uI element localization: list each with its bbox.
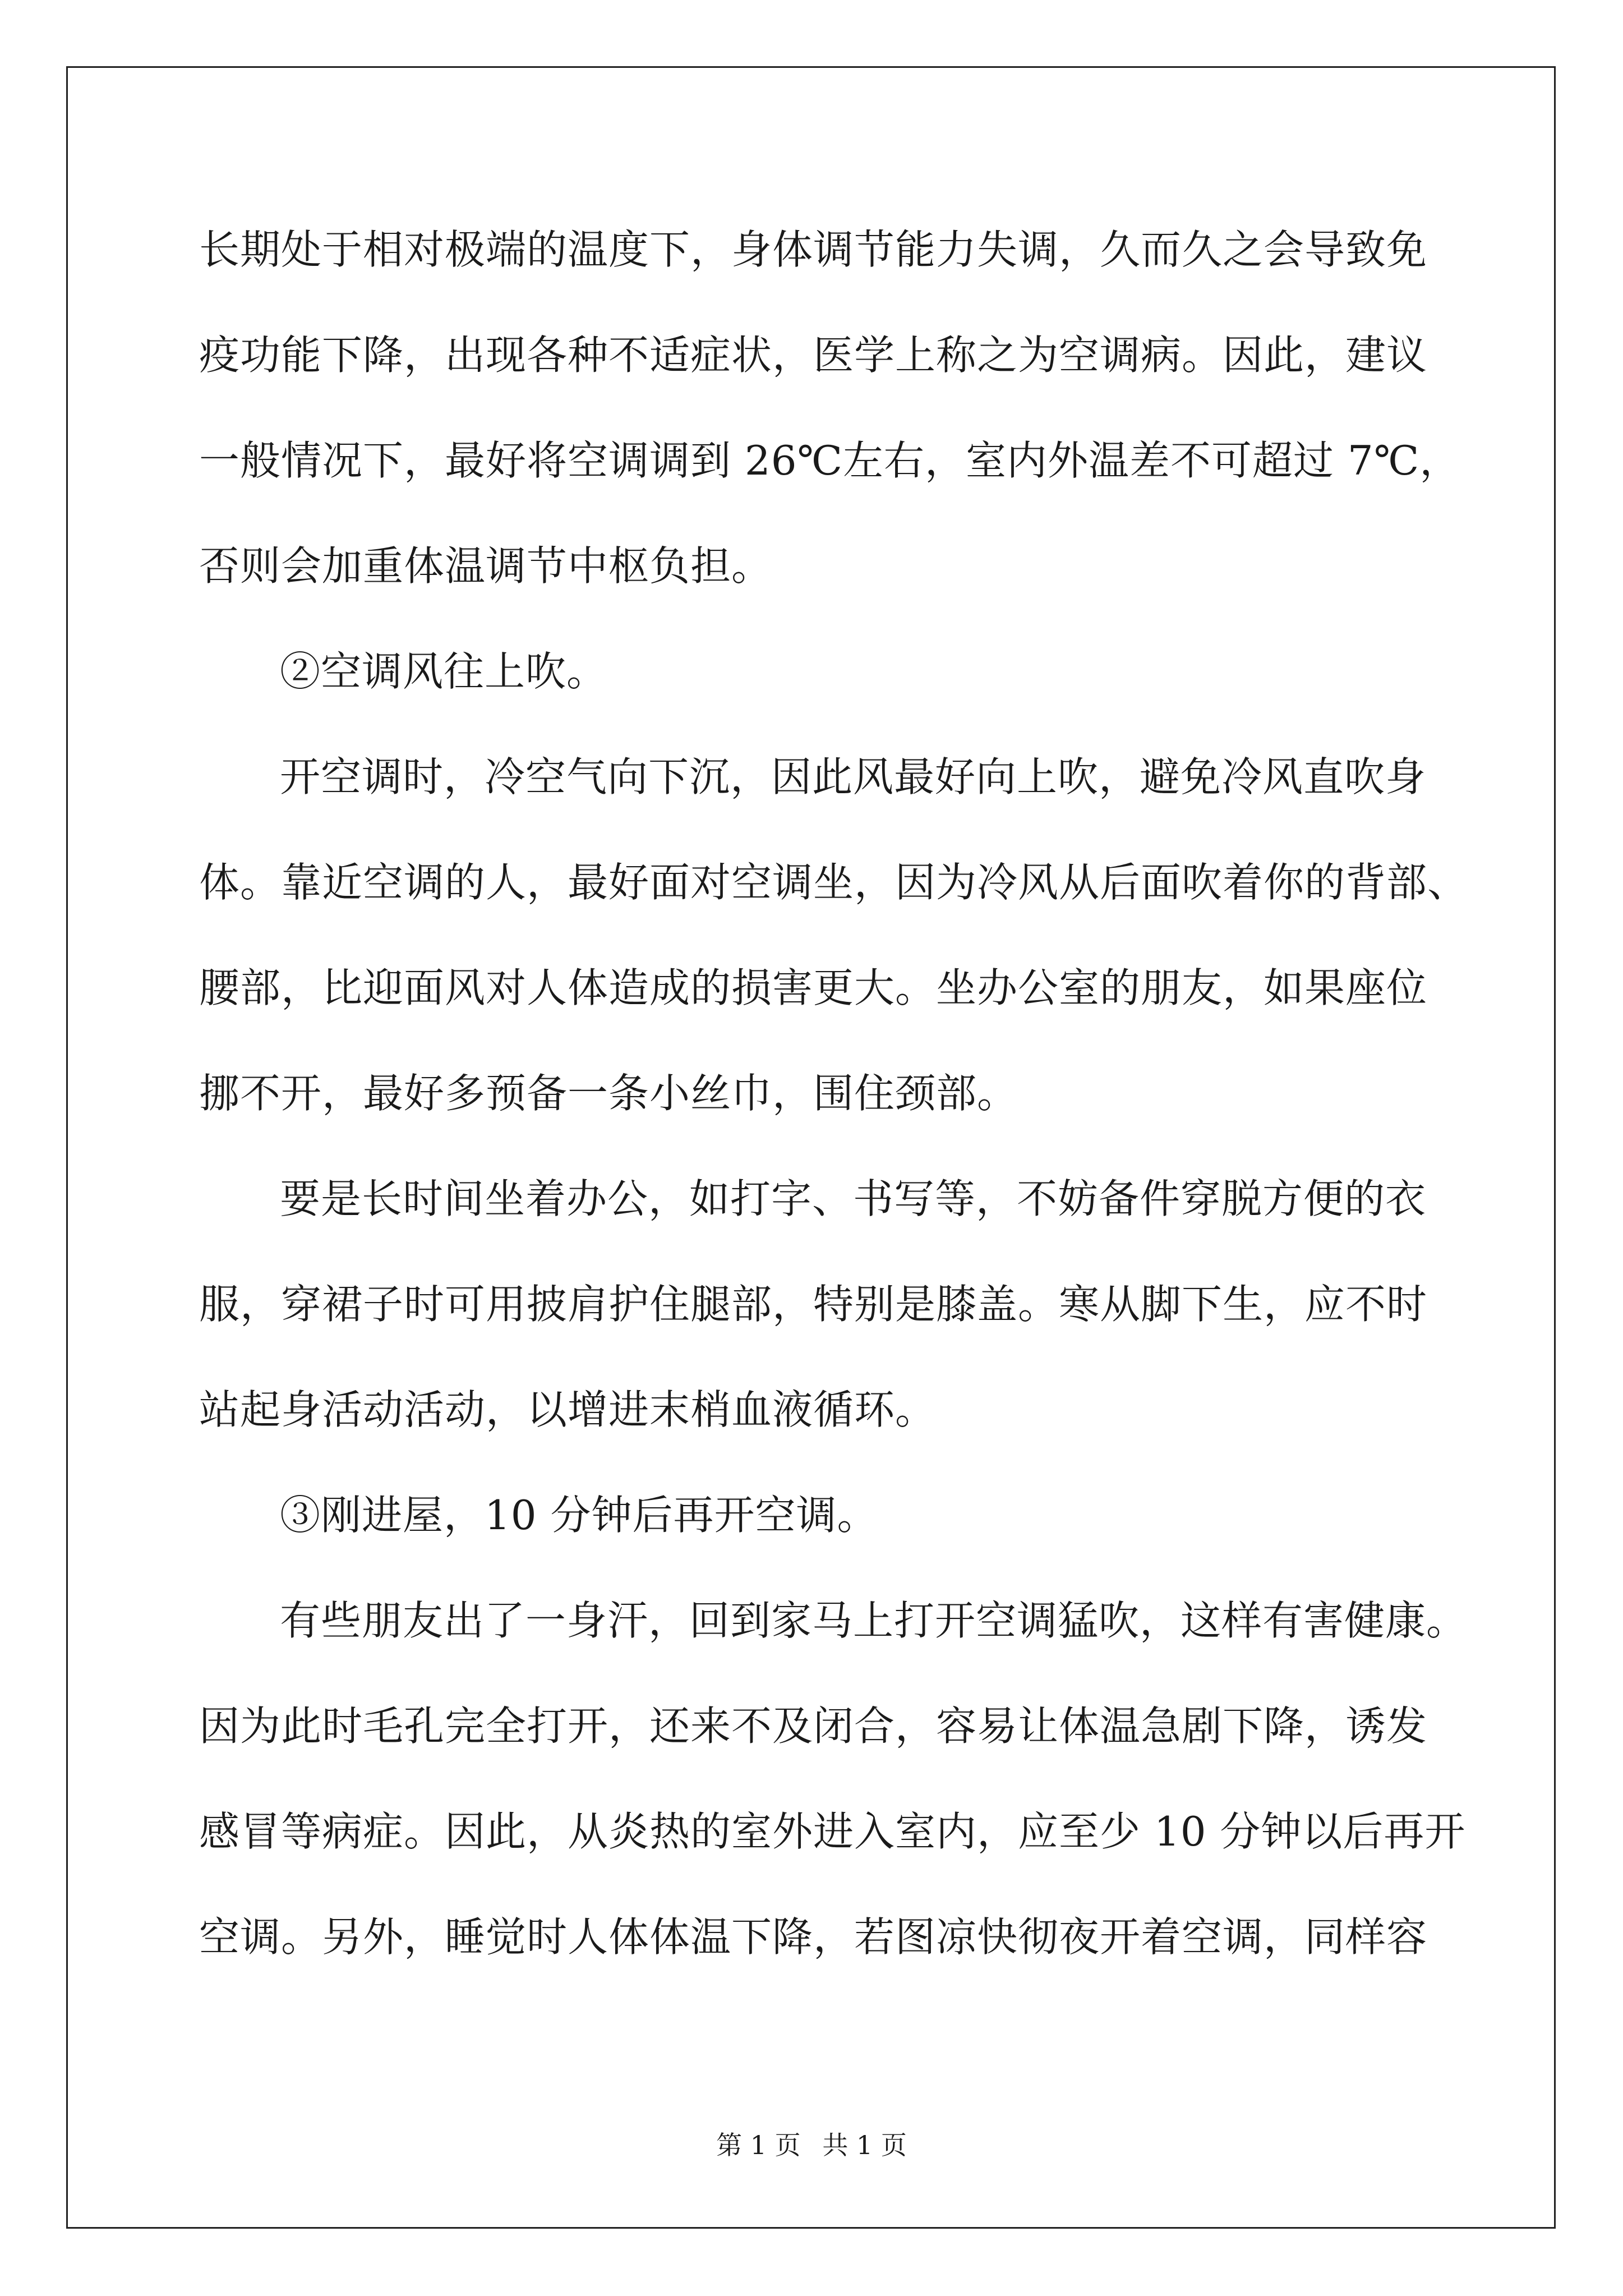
text-line: 服，穿裙子时可用披肩护住腿部，特别是膝盖。寒从脚下生，应不时	[199, 1281, 1428, 1328]
section-heading: ②空调风往上吹。	[280, 648, 608, 695]
text-line: 有些朋友出了一身汗，回到家马上打开空调猛吹，这样有害健康。	[280, 1597, 1468, 1644]
text-line: 开空调时，冷空气向下沉，因此风最好向上吹，避免冷风直吹身	[280, 753, 1427, 800]
page-border	[66, 66, 1556, 2229]
text-line: 疫功能下降，出现各种不适症状，医学上称之为空调病。因此，建议	[199, 332, 1428, 379]
text-line: 感冒等病症。因此，从炎热的室外进入室内，应至少 10 分钟以后再开	[199, 1808, 1466, 1855]
text-line: 一般情况下，最好将空调调到 26℃左右，室内外温差不可超过 7℃，	[199, 437, 1461, 484]
text-line: 要是长时间坐着办公，如打字、书写等，不妨备件穿脱方便的衣	[280, 1175, 1427, 1222]
text-line: 空调。另外，睡觉时人体体温下降，若图凉快彻夜开着空调，同样容	[199, 1913, 1428, 1961]
text-line: 因为此时毛孔完全打开，还来不及闭合，容易让体温急剧下降，诱发	[199, 1703, 1428, 1750]
text-line: 长期处于相对极端的温度下，身体调节能力失调，久而久之会导致免	[199, 226, 1428, 273]
text-line: 体。靠近空调的人，最好面对空调坐，因为冷风从后面吹着你的背部、	[199, 859, 1469, 906]
section-heading: ③刚进屋，10 分钟后再开空调。	[280, 1492, 878, 1539]
text-line: 站起身活动活动，以增进末梢血液循环。	[199, 1386, 937, 1433]
text-line: 挪不开，最好多预备一条小丝巾，围住颈部。	[199, 1070, 1018, 1117]
text-line: 腰部，比迎面风对人体造成的损害更大。坐办公室的朋友，如果座位	[199, 964, 1428, 1011]
page-number-total: 共 1 页	[822, 2130, 907, 2160]
page-footer	[0, 2128, 1623, 2162]
page-number-current: 第 1 页	[716, 2130, 801, 2160]
text-line: 否则会加重体温调节中枢负担。	[199, 542, 773, 590]
